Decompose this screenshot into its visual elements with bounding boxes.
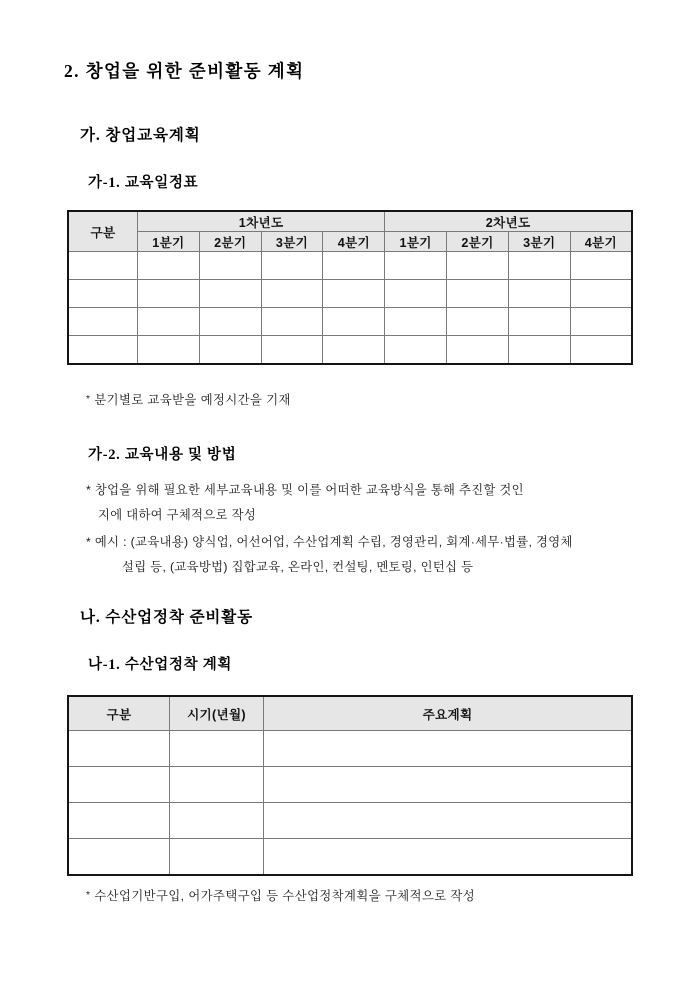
cell-y1-q4[interactable] [323,280,385,308]
header-year-2: 2차년도 [385,211,632,232]
header-y2-q4: 4분기 [570,232,632,252]
fishery-settlement-table-head [68,696,632,731]
header-y1-q2: 2분기 [199,232,261,252]
cell-gubun[interactable] [68,839,170,876]
cell-main-plan[interactable] [264,767,633,803]
cell-main-plan[interactable] [264,731,633,767]
example-line-2: 설립 등, (교육방법) 집합교육, 온라인, 컨설팅, 멘토링, 인턴십 등 [122,560,474,574]
cell-y2-q2[interactable] [447,336,509,365]
education-schedule-table [67,210,633,365]
cell-y2-q2[interactable] [447,252,509,280]
header-y1-q3: 3분기 [261,232,323,252]
instruction-line-1: * 창업을 위해 필요한 세부교육내용 및 이를 어떠한 교육방식을 통해 추진할 것인 [86,483,524,497]
header-y2-q2: 2분기 [447,232,509,252]
cell-y1-q1[interactable] [138,280,200,308]
note-education-schedule-text: 분기별로 교육받을 예정시간을 기재 [94,393,291,407]
cell-y2-q1[interactable] [385,308,447,336]
cell-y2-q3[interactable] [508,252,570,280]
cell-y1-q2[interactable] [199,280,261,308]
table-header-row-quarter [68,232,632,252]
table-row [68,336,632,365]
table-row [68,280,632,308]
cell-y1-q3[interactable] [261,308,323,336]
cell-y2-q1[interactable] [385,252,447,280]
cell-y1-q3[interactable] [261,336,323,365]
header-main-plan: 주요계획 [264,696,633,731]
table-row [68,252,632,280]
table-row [68,839,632,876]
cell-y2-q3[interactable] [508,280,570,308]
header-gubun: 구분 [68,211,138,252]
paragraph-education-instruction [86,478,638,528]
example-line-1: * 예시 : (교육내용) 양식업, 어선어업, 수산업계획 수립, 경영관리, 회계·세무·법률, 경영체 [86,535,573,549]
cell-time-period[interactable] [170,731,264,767]
bullet-star-icon: * [86,394,91,405]
fishery-settlement-table-body [68,731,632,876]
cell-time-period[interactable] [170,803,264,839]
header-time-period: 시기(년월) [170,696,264,731]
cell-y2-q1[interactable] [385,336,447,365]
cell-gubun[interactable] [68,308,138,336]
note-education-schedule [86,390,291,408]
heading-na1-fishery-settlement-plan: 나-1. 수산업정착 계획 [88,657,233,673]
header-y2-q1: 1분기 [385,232,447,252]
cell-y2-q4[interactable] [570,308,632,336]
cell-gubun[interactable] [68,336,138,365]
cell-time-period[interactable] [170,767,264,803]
table-row [68,731,632,767]
table-header-row [68,696,632,731]
heading-ga1-education-schedule: 가-1. 교육일정표 [88,175,199,191]
cell-y2-q4[interactable] [570,280,632,308]
cell-y1-q2[interactable] [199,252,261,280]
cell-y2-q3[interactable] [508,336,570,365]
cell-main-plan[interactable] [264,839,633,876]
cell-y1-q2[interactable] [199,336,261,365]
header-gubun: 구분 [68,696,170,731]
table-row [68,803,632,839]
cell-y2-q1[interactable] [385,280,447,308]
instruction-line-2: 지에 대하여 구체적으로 작성 [98,508,257,522]
cell-y2-q4[interactable] [570,252,632,280]
cell-gubun[interactable] [68,252,138,280]
heading-ga2-education-content-method: 가-2. 교육내용 및 방법 [88,447,237,463]
cell-gubun[interactable] [68,767,170,803]
header-year-1: 1차년도 [138,211,385,232]
cell-y1-q1[interactable] [138,308,200,336]
page-title: 2. 창업을 위한 준비활동 계획 [64,61,305,81]
header-y2-q3: 3분기 [508,232,570,252]
header-y1-q1: 1분기 [138,232,200,252]
education-schedule-table-head [68,211,632,252]
paragraph-education-example [86,530,638,580]
cell-y1-q4[interactable] [323,308,385,336]
cell-y1-q3[interactable] [261,280,323,308]
cell-gubun[interactable] [68,280,138,308]
bullet-star-icon: * [86,890,91,901]
note-fishery-settlement-text: 수산업기반구입, 어가주택구입 등 수산업정착계획을 구체적으로 작성 [94,889,476,903]
heading-ga-startup-education-plan: 가. 창업교육계획 [80,127,201,144]
cell-y2-q4[interactable] [570,336,632,365]
header-y1-q4: 4분기 [323,232,385,252]
note-fishery-settlement [86,886,475,904]
cell-main-plan[interactable] [264,803,633,839]
cell-gubun[interactable] [68,731,170,767]
table-header-row-year [68,211,632,232]
education-schedule-table-body [68,252,632,365]
cell-y1-q1[interactable] [138,336,200,365]
cell-y2-q3[interactable] [508,308,570,336]
table-row [68,308,632,336]
table-row [68,767,632,803]
cell-y1-q4[interactable] [323,252,385,280]
cell-y1-q3[interactable] [261,252,323,280]
cell-y2-q2[interactable] [447,280,509,308]
heading-na-fishery-settlement-prep: 나. 수산업정착 준비활동 [80,609,254,626]
cell-y1-q1[interactable] [138,252,200,280]
cell-time-period[interactable] [170,839,264,876]
cell-y1-q2[interactable] [199,308,261,336]
cell-y2-q2[interactable] [447,308,509,336]
fishery-settlement-table [67,695,633,876]
cell-y1-q4[interactable] [323,336,385,365]
cell-gubun[interactable] [68,803,170,839]
